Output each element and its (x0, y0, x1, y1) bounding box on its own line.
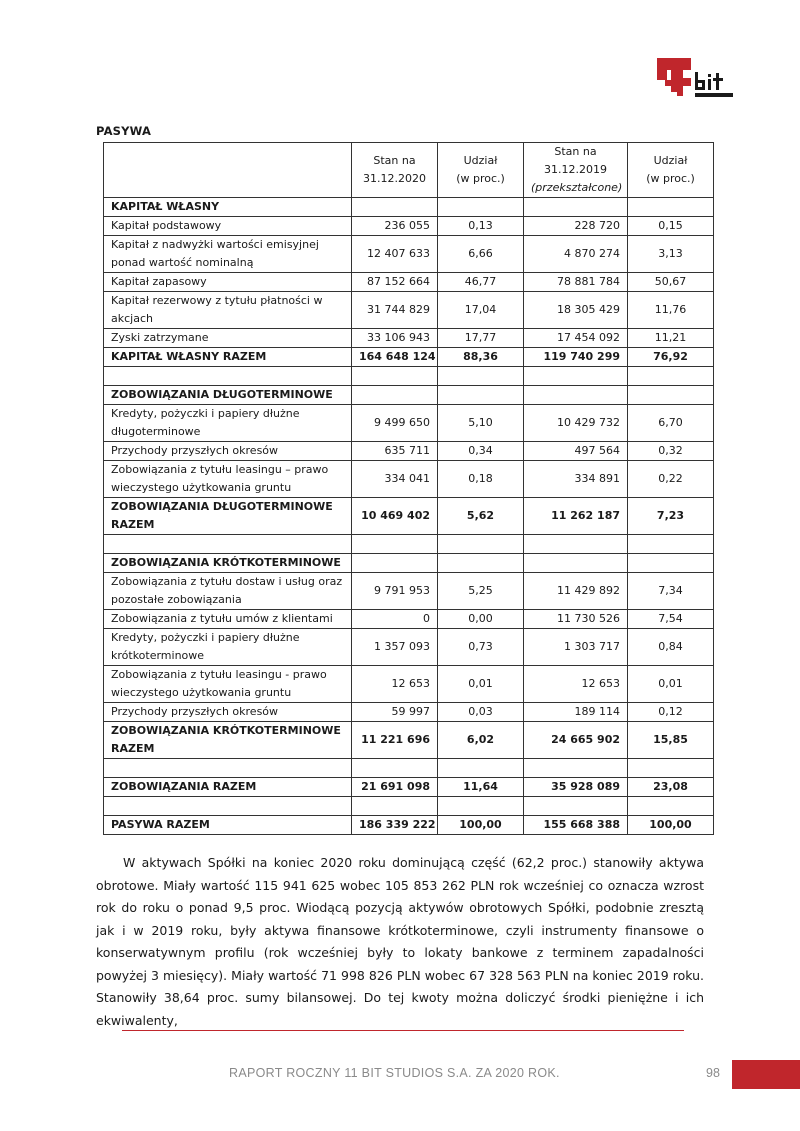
header-2020-share: Udział (w proc.) (438, 143, 524, 198)
share-2019: 50,67 (628, 273, 714, 292)
value-2019: 24 665 902 (524, 722, 628, 759)
share-2020: 0,01 (438, 666, 524, 703)
share-2019: 0,32 (628, 442, 714, 461)
share-2020: 100,00 (438, 816, 524, 835)
value-2019: 11 429 892 (524, 573, 628, 610)
row-label: Kapitał rezerwowy z tytułu płatności w akcjach (104, 292, 352, 329)
value-2020 (352, 198, 438, 217)
share-2020: 5,62 (438, 498, 524, 535)
spacer-cell (438, 535, 524, 554)
value-2020 (352, 386, 438, 405)
row-label: KAPITAŁ WŁASNY (104, 198, 352, 217)
section-title: PASYWA (96, 124, 152, 138)
share-2020: 17,04 (438, 292, 524, 329)
table-row (104, 329, 714, 348)
value-2020: 0 (352, 610, 438, 629)
share-2019 (628, 198, 714, 217)
row-label: Przychody przyszłych okresów (104, 703, 352, 722)
spacer-cell (104, 367, 352, 386)
table-row (104, 386, 714, 405)
value-2020: 59 997 (352, 703, 438, 722)
value-2019: 228 720 (524, 217, 628, 236)
value-2019: 119 740 299 (524, 348, 628, 367)
table-row (104, 273, 714, 292)
table-row (104, 666, 714, 703)
share-2019: 7,34 (628, 573, 714, 610)
table-row (104, 703, 714, 722)
footer-divider (122, 1030, 684, 1031)
value-2020: 9 499 650 (352, 405, 438, 442)
row-label: Zobowiązania z tytułu leasingu – prawo wieczystego użytkowania gruntu (104, 461, 352, 498)
value-2020: 164 648 124 (352, 348, 438, 367)
value-2019: 155 668 388 (524, 816, 628, 835)
value-2020: 11 221 696 (352, 722, 438, 759)
share-2020 (438, 198, 524, 217)
value-2019: 189 114 (524, 703, 628, 722)
spacer-cell (524, 367, 628, 386)
value-2019: 18 305 429 (524, 292, 628, 329)
share-2019: 7,54 (628, 610, 714, 629)
share-2019: 23,08 (628, 778, 714, 797)
share-2019: 11,76 (628, 292, 714, 329)
spacer-cell (104, 759, 352, 778)
table-row (104, 236, 714, 273)
value-2020: 236 055 (352, 217, 438, 236)
row-label: Kredyty, pożyczki i papiery dłużne długoterminowe (104, 405, 352, 442)
spacer-cell (352, 367, 438, 386)
row-label: Przychody przyszłych okresów (104, 442, 352, 461)
row-label: Zyski zatrzymane (104, 329, 352, 348)
header-2019-value: Stan na 31.12.2019 (przekształcone) (524, 143, 628, 198)
table-row (104, 629, 714, 666)
row-label: ZOBOWIĄZANIA RAZEM (104, 778, 352, 797)
row-label: Kapitał zapasowy (104, 273, 352, 292)
value-2020: 31 744 829 (352, 292, 438, 329)
table-row (104, 778, 714, 797)
spacer-cell (352, 535, 438, 554)
header-2019-share: Udział (w proc.) (628, 143, 714, 198)
table-header-row (104, 143, 714, 198)
row-label: Zobowiązania z tytułu umów z klientami (104, 610, 352, 629)
share-2019: 7,23 (628, 498, 714, 535)
value-2019: 12 653 (524, 666, 628, 703)
value-2020: 87 152 664 (352, 273, 438, 292)
share-2019: 0,01 (628, 666, 714, 703)
spacer-cell (104, 797, 352, 816)
value-2020: 12 653 (352, 666, 438, 703)
share-2020: 0,03 (438, 703, 524, 722)
spacer-cell (352, 759, 438, 778)
share-2020: 11,64 (438, 778, 524, 797)
share-2019: 0,12 (628, 703, 714, 722)
share-2020: 6,02 (438, 722, 524, 759)
table-row (104, 217, 714, 236)
share-2020: 88,36 (438, 348, 524, 367)
share-2020: 5,10 (438, 405, 524, 442)
row-label: ZOBOWIĄZANIA DŁUGOTERMINOWE (104, 386, 352, 405)
row-label: Zobowiązania z tytułu dostaw i usług oraz pozostałe zobowiązania (104, 573, 352, 610)
share-2020: 6,66 (438, 236, 524, 273)
share-2020: 17,77 (438, 329, 524, 348)
spacer-row (104, 535, 714, 554)
share-2019: 76,92 (628, 348, 714, 367)
row-label: ZOBOWIĄZANIA KRÓTKOTERMINOWE (104, 554, 352, 573)
footer-report-title: RAPORT ROCZNY 11 BIT STUDIOS S.A. ZA 2020 ROK. (229, 1066, 560, 1080)
share-2020: 5,25 (438, 573, 524, 610)
value-2019: 11 262 187 (524, 498, 628, 535)
spacer-cell (628, 367, 714, 386)
share-2019: 0,22 (628, 461, 714, 498)
share-2019 (628, 386, 714, 405)
table-row (104, 816, 714, 835)
share-2020: 0,73 (438, 629, 524, 666)
spacer-cell (438, 367, 524, 386)
value-2020: 33 106 943 (352, 329, 438, 348)
value-2019: 4 870 274 (524, 236, 628, 273)
share-2019: 11,21 (628, 329, 714, 348)
value-2020: 635 711 (352, 442, 438, 461)
value-2020: 186 339 222 (352, 816, 438, 835)
row-label: ZOBOWIĄZANIA DŁUGOTERMINOWE RAZEM (104, 498, 352, 535)
value-2019: 78 881 784 (524, 273, 628, 292)
table-row (104, 461, 714, 498)
row-label: ZOBOWIĄZANIA KRÓTKOTERMINOWE RAZEM (104, 722, 352, 759)
value-2020 (352, 554, 438, 573)
spacer-cell (438, 759, 524, 778)
table-row (104, 498, 714, 535)
value-2019: 334 891 (524, 461, 628, 498)
share-2020: 0,00 (438, 610, 524, 629)
body-paragraph: W aktywach Spółki na koniec 2020 roku dominującą część (62,2 proc.) stanowiły aktywa obrotowe. Miały wartość 115 941 625 wobec 105 853 262 PLN rok wcześniej co oznacza wzrost rok do roku o ponad 9,5 proc. Wiodącą pozycją aktywów obrotowych Spółki, podobnie zresztą jak i w 2019 roku, były aktywa finansowe krótkoterminowe, czyli instrumenty finansowe o konserwatywnym profilu (rok wcześniej były to lokaty bankowe z terminem zapadalności powyżej 3 miesięcy). Miały wartość 71 998 826 PLN wobec 67 328 563 PLN na koniec 2019 roku. Stanowiły 38,64 proc. sumy bilansowej. Do tej kwoty można doliczyć środki pieniężne i ich ekwiwalenty, (96, 855, 704, 1028)
share-2020: 0,34 (438, 442, 524, 461)
header-label-cell (104, 143, 352, 198)
value-2019: 11 730 526 (524, 610, 628, 629)
spacer-cell (352, 797, 438, 816)
spacer-cell (524, 759, 628, 778)
share-2019: 0,15 (628, 217, 714, 236)
spacer-row (104, 759, 714, 778)
spacer-row (104, 797, 714, 816)
value-2019: 35 928 089 (524, 778, 628, 797)
value-2019: 497 564 (524, 442, 628, 461)
value-2020: 9 791 953 (352, 573, 438, 610)
table-row (104, 722, 714, 759)
share-2020 (438, 554, 524, 573)
share-2019: 3,13 (628, 236, 714, 273)
spacer-cell (628, 759, 714, 778)
share-2020: 0,18 (438, 461, 524, 498)
table-row (104, 554, 714, 573)
table-row (104, 198, 714, 217)
row-label: Kapitał podstawowy (104, 217, 352, 236)
value-2020: 1 357 093 (352, 629, 438, 666)
brand-logo (655, 56, 735, 100)
spacer-cell (438, 797, 524, 816)
spacer-cell (524, 797, 628, 816)
share-2020: 0,13 (438, 217, 524, 236)
spacer-row (104, 367, 714, 386)
table-row (104, 442, 714, 461)
share-2020: 46,77 (438, 273, 524, 292)
share-2019: 6,70 (628, 405, 714, 442)
value-2020: 12 407 633 (352, 236, 438, 273)
share-2019 (628, 554, 714, 573)
page-number: 98 (706, 1066, 720, 1080)
share-2019: 100,00 (628, 816, 714, 835)
value-2019: 17 454 092 (524, 329, 628, 348)
table-row (104, 573, 714, 610)
spacer-cell (104, 535, 352, 554)
value-2019 (524, 198, 628, 217)
value-2020: 21 691 098 (352, 778, 438, 797)
row-label: KAPITAŁ WŁASNY RAZEM (104, 348, 352, 367)
table-row (104, 292, 714, 329)
value-2019 (524, 554, 628, 573)
value-2019 (524, 386, 628, 405)
table-row (104, 348, 714, 367)
liabilities-table (103, 142, 714, 835)
spacer-cell (524, 535, 628, 554)
share-2020 (438, 386, 524, 405)
value-2020: 10 469 402 (352, 498, 438, 535)
share-2019: 0,84 (628, 629, 714, 666)
spacer-cell (628, 535, 714, 554)
row-label: Kapitał z nadwyżki wartości emisyjnej ponad wartość nominalną (104, 236, 352, 273)
value-2020: 334 041 (352, 461, 438, 498)
spacer-cell (628, 797, 714, 816)
table-row (104, 405, 714, 442)
row-label: Zobowiązania z tytułu leasingu - prawo wieczystego użytkowania gruntu (104, 666, 352, 703)
footer-accent-block (732, 1060, 800, 1089)
value-2019: 1 303 717 (524, 629, 628, 666)
table-row (104, 610, 714, 629)
row-label: PASYWA RAZEM (104, 816, 352, 835)
row-label: Kredyty, pożyczki i papiery dłużne krótkoterminowe (104, 629, 352, 666)
header-2020-value: Stan na 31.12.2020 (352, 143, 438, 198)
share-2019: 15,85 (628, 722, 714, 759)
value-2019: 10 429 732 (524, 405, 628, 442)
